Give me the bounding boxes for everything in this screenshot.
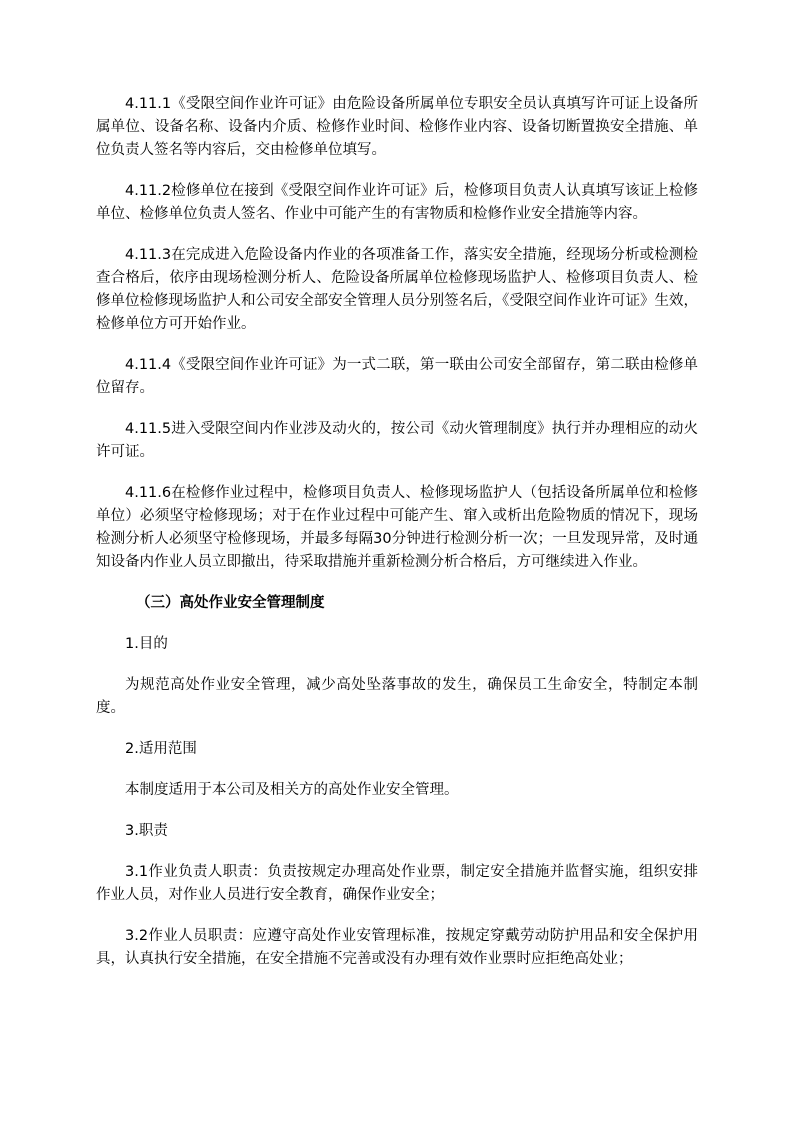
clause-4-11-3: 4.11.3在完成进入危险设备内作业的各项准备工作，落实安全措施，经现场分析或检测检查合格后，依序由现场检测分析人、危险设备所属单位检修现场监护人、检修项目负责人、检修单位检修现场监护人和公司安全部安全管理人员分别签名后，《受限空间作业许可证》生效，检修单位方可开始作业。: [96, 247, 698, 332]
item-3-title: 3.职责: [125, 823, 168, 839]
item-1-title: 1.目的: [125, 636, 168, 652]
clause-4-11-1: 4.11.1《受限空间作业许可证》由危险设备所属单位专职安全员认真填写许可证上设备所属单位、设备名称、设备内介质、检修作业时间、检修作业内容、设备切断置换安全措施、单位负责人签名等内容后，交由检修单位填写。: [96, 96, 698, 158]
item-1-body: 为规范高处作业安全管理，减少高处坠落事故的发生，确保员工生命安全，特制定本制度。: [96, 677, 698, 716]
item-2-title: 2.适用范围: [125, 741, 197, 757]
clause-4-11-5: 4.11.5进入受限空间内作业涉及动火的，按公司《动火管理制度》执行并办理相应的动火许可证。: [96, 421, 698, 460]
item-3-1-body: 3.1作业负责人职责：负责按规定办理高处作业票，制定安全措施并监督实施，组织安排作业人员，对作业人员进行安全教育，确保作业安全；: [96, 864, 698, 903]
clause-4-11-2: 4.11.2检修单位在接到《受限空间作业许可证》后，检修项目负责人认真填写该证上检修单位、检修单位负责人签名、作业中可能产生的有害物质和检修作业安全措施等内容。: [96, 183, 698, 222]
item-3-2-body: 3.2作业人员职责：应遵守高处作业安管理标准，按规定穿戴劳动防护用品和安全保护用具，认真执行安全措施，在安全措施不完善或没有办理有效作业票时应拒绝高处业；: [96, 928, 698, 967]
section-heading: （三）高处作业安全管理制度: [136, 595, 325, 611]
item-2-body: 本制度适用于本公司及相关方的高处作业安全管理。: [125, 782, 459, 798]
document-page: [96, 93, 698, 989]
clause-4-11-6: 4.11.6在检修作业过程中，检修项目负责人、检修现场监护人（包括设备所属单位和检修单位）必须坚守检修现场；对于在作业过程中可能产生、窜入或析出危险物质的情况下，现场检测分析人必须坚守检修现场，并最多每隔30分钟进行检测分析一次；一旦发现异常，及时通知设备内作业人员立即撤出，待采取措施并重新检测分析合格后，方可继续进入作业。: [96, 485, 698, 570]
clause-4-11-4: 4.11.4《受限空间作业许可证》为一式二联，第一联由公司安全部留存，第二联由检修单位留存。: [96, 357, 698, 396]
